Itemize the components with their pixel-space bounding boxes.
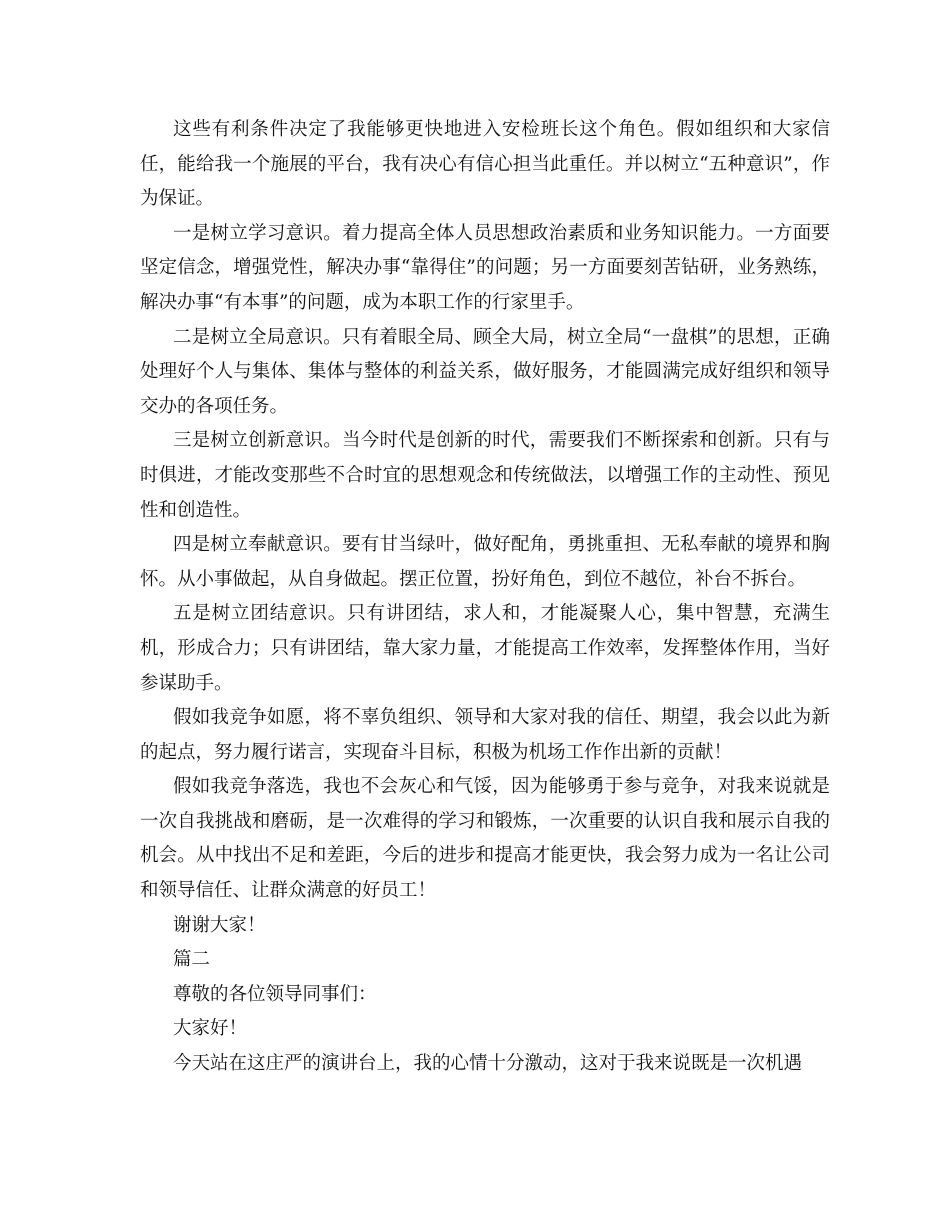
paragraph-unity-awareness: 五是树立团结意识。只有讲团结，求人和，才能凝聚人心，集中智慧，充满生机，形成合力；只有讲团结，靠大家力量，才能提高工作效率，发挥整体作用，当好参谋助手。	[140, 603, 830, 694]
paragraph-innovation-awareness: 三是树立创新意识。当今时代是创新的时代，需要我们不断探索和创新。只有与时俱进，才能改变那些不合时宜的思想观念和传统做法，以增强工作的主动性、预见性和创造性。	[140, 430, 830, 521]
greeting: 大家好！	[173, 1018, 248, 1040]
paragraph-opening: 今天站在这庄严的演讲台上，我的心情十分激动，这对于我来说既是一次机遇	[173, 1053, 803, 1075]
paragraph-dedication-awareness: 四是树立奉献意识。要有甘当绿叶，做好配角，勇挑重担、无私奉献的境界和胸怀。从小事做起，从自身做起。摆正位置，扮好角色，到位不越位，补台不拆台。	[140, 534, 830, 590]
paragraph-learning-awareness: 一是树立学习意识。着力提高全体人员思想政治素质和业务知识能力。一方面要坚定信念，增强党性，解决办事“靠得住”的问题；另一方面要刻苦钻研，业务熟练，解决办事“有本事”的问题，成为本职工作的行家里手。	[140, 222, 830, 313]
paragraph-overall-awareness: 二是树立全局意识。只有着眼全局、顾全大局，树立全局“一盘棋”的思想，正确处理好个人与集体、集体与整体的利益关系，做好服务，才能圆满完成好组织和领导交办的各项任务。	[140, 326, 830, 417]
paragraph-if-win: 假如我竞争如愿，将不辜负组织、领导和大家对我的信任、期望，我会以此为新的起点，努力履行诺言，实现奋斗目标，积极为机场工作作出新的贡献！	[140, 707, 830, 763]
paragraph-thanks: 谢谢大家！	[173, 914, 266, 936]
section-heading-part-two: 篇二	[173, 949, 211, 971]
paragraph-if-lose: 假如我竞争落选，我也不会灰心和气馁，因为能够勇于参与竞争，对我来说就是一次自我挑战和磨砺，是一次难得的学习和锻炼，一次重要的认识自我和展示自我的机会。从中找出不足和差距，今后的进步和提高才能更快，我会努力成为一名让公司和领导信任、让群众满意的好员工！	[140, 776, 830, 902]
salutation: 尊敬的各位领导同事们：	[173, 983, 377, 1005]
document-body	[140, 113, 830, 1082]
paragraph-conditions: 这些有利条件决定了我能够更快地进入安检班长这个角色。假如组织和大家信任，能给我一个施展的平台，我有决心有信心担当此重任。并以树立“五种意识”，作为保证。	[140, 119, 830, 210]
